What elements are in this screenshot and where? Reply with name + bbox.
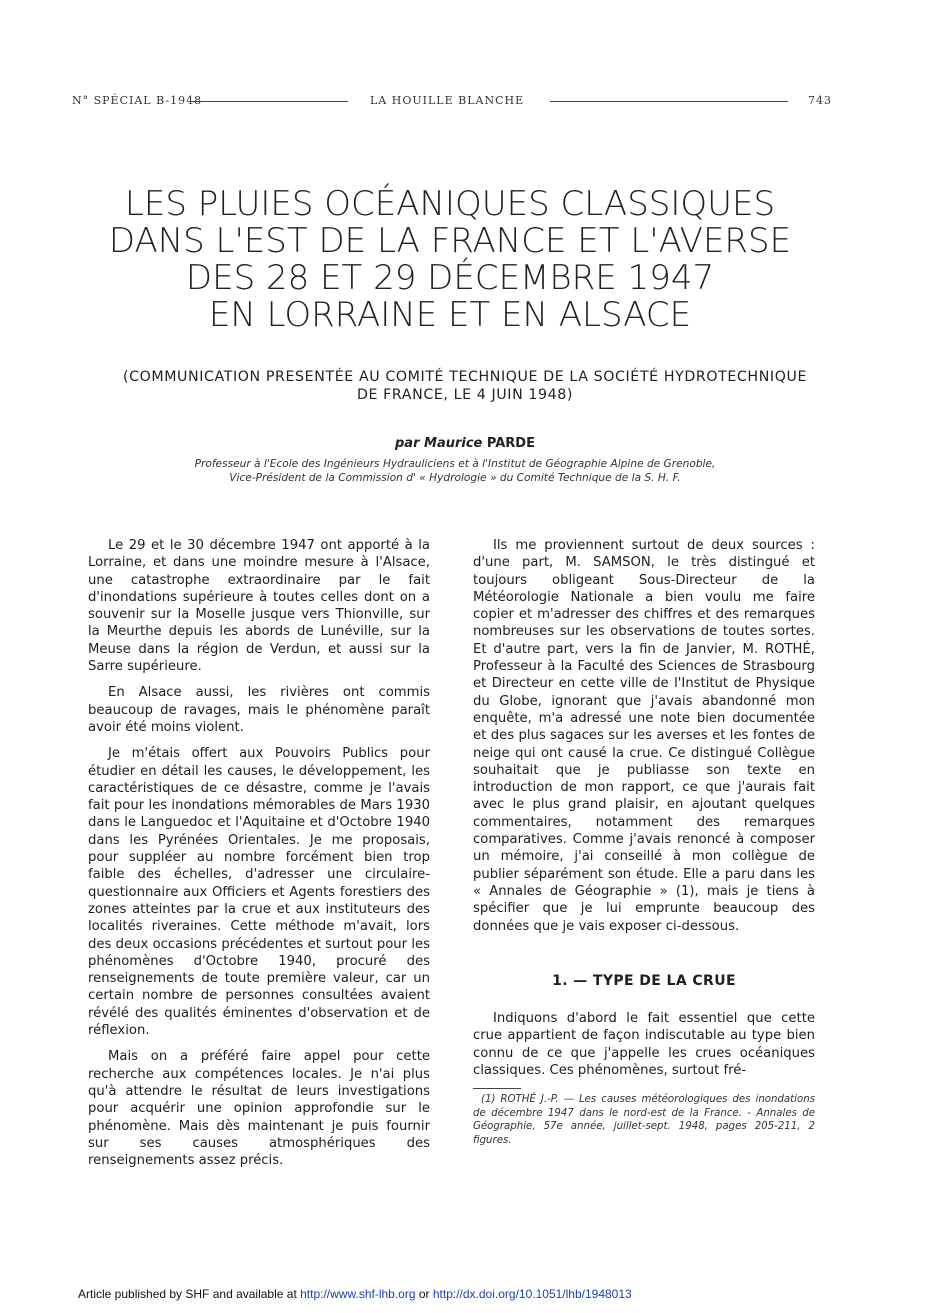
title-line: EN LORRAINE ET EN ALSACE [208, 295, 692, 335]
publication-notice [78, 1287, 898, 1301]
paragraph: Je m'étais offert aux Pouvoirs Publics pour étudier en détail les causes, le développement, les caractéristiques de ce désastre, comme je l'avais fait pour les inondations mémorables de Mars 1930 dans le Languedoc et l'Aquitaine et d'Octobre 1940 dans les Pyrénées Orientales. Je me proposais, pour suppléer au nombre forcément bien trop faible des échelles, d'adresser une circulaire-questionnaire aux Officiers et Agents forestiers des zones atteintes par la crue et aux instituteurs des localités riveraines. Cette méthode m'avait, lors des deux occasions précédentes et surtout pour les phénomènes d'Octobre 1940, procuré des renseignements de toute première valeur, car un certain nombre de personnes consultées avaient révélé des qualités éminentes d'observation et de réflexion. [88, 746, 430, 1039]
paragraph: Le 29 et le 30 décembre 1947 ont apporté à la Lorraine, et dans une moindre mesure à l'Alsace, une catastrophe extraordinaire par le fait d'inondations supérieure à toutes celles dont on a souvenir sur la Moselle jusque vers Thionville, sur la Meurthe depuis les abords de Lunéville, sur la Meuse dans la région de Verdun, et aussi sur la Sarre supérieure. [88, 538, 430, 675]
paragraph: Ils me proviennent surtout de deux sources : d'une part, M. SAMSON, le très distingué et toujours obligeant Sous-Directeur de la Météorologie Nationale a bien voulu me faire copier et m'adresser des chiffres et des remarques nombreuses sur les observations de toutes sortes. Et d'autre part, vers la fin de Janvier, M. ROTHÉ, Professeur à la Faculté des Sciences de Strasbourg et Directeur en cette ville de l'Institut de Physique du Globe, ignorant que j'avais abandonné mon enquête, m'a adressé une note bien documentée et des plus sagaces sur les averses et les fontes de neige qui ont causé la crue. Ce distingué Collègue souhaitait que je publiasse son texte en introduction de mon rapport, ce que j'aurais fait avec le plus grand plaisir, en ajoutant quelques commentaires, notamment des remarques comparatives. Comme j'avais renoncé à composer un mémoire, j'ai conseillé à mon collègue de publier séparément son étude. Elle a paru dans les « Annales de Géographie » (1), mais je tiens à spécifier que je lui emprunte beaucoup des données que je vais exposer ci-dessous. [473, 538, 815, 934]
article-title [100, 186, 800, 334]
article-subtitle [60, 368, 870, 404]
right-column-continued [473, 1010, 815, 1088]
journal-name: LA HOUILLE BLANCHE [370, 94, 525, 107]
section-heading: 1. — TYPE DE LA CRUE [552, 973, 736, 989]
right-column [473, 537, 815, 944]
author-affiliation [100, 457, 810, 485]
title-line: DES 28 ET 29 DÉCEMBRE 1947 [185, 258, 715, 298]
running-head [72, 94, 832, 110]
title-line: DANS L'EST DE LA FRANCE ET L'AVERSE [108, 221, 792, 261]
doi-link[interactable]: http://dx.doi.org/10.1051/lhb/1948013 [432, 1287, 632, 1301]
title-line: LES PLUIES OCÉANIQUES CLASSIQUES [124, 184, 776, 224]
subtitle-line: (COMMUNICATION PRESENTÉE AU COMITÉ TECHNIQUE DE LA SOCIÉTÉ HYDROTECHNIQUE [122, 369, 808, 385]
shf-link[interactable]: http://www.shf-lhb.org [300, 1287, 416, 1301]
paragraph: Mais on a préféré faire appel pour cette recherche aux compétences locales. Je n'ai plus qu'à attendre le résultat de leurs investigations pour acquérir une opinion approfondie sur le phénomène. Mais dès maintenant je puis fournir sur ses causes atmosphériques des renseignements assez précis. [88, 1049, 430, 1169]
left-column [88, 537, 430, 1178]
affiliation-line: Professeur à l'Ecole des Ingénieurs Hydrauliciens et à l'Institut de Géographie Alpine de Grenoble, [194, 458, 716, 470]
paragraph: En Alsace aussi, les rivières ont commis beaucoup de ravages, mais le phénomène paraît avoir été moins violent. [88, 685, 430, 735]
header-rule-right [550, 101, 788, 102]
affiliation-line: Vice-Président de la Commission d' « Hydrologie » du Comité Technique de la S. H. F. [229, 472, 681, 484]
footnote: (1) ROTHÉ J.-P. — Les causes météorologiques des inondations de décembre 1947 dans le nord-est de la France. - Annales de Géographie, 57e année, juillet-sept. 1948, pages 205-211, 2 figures. [473, 1094, 815, 1146]
paragraph: Indiquons d'abord le fait essentiel que cette crue appartient de façon indiscutable au type bien connu de ce que j'appelle les crues océaniques classiques. Ces phénomènes, surtout fré- [473, 1011, 815, 1078]
subtitle-line: DE FRANCE, LE 4 JUIN 1948) [356, 387, 574, 403]
issue-label: N° SPÉCIAL B-1948 [72, 94, 203, 107]
byline-prefix: par Maurice [395, 436, 483, 451]
page-number: 743 [808, 94, 832, 107]
author-surname: PARDE [486, 436, 535, 451]
author-byline [0, 436, 930, 451]
notice-text: Article published by SHF and available at [78, 1287, 301, 1301]
notice-connector: or [415, 1287, 433, 1301]
footnote-rule [473, 1088, 521, 1089]
header-rule-left [190, 101, 348, 102]
